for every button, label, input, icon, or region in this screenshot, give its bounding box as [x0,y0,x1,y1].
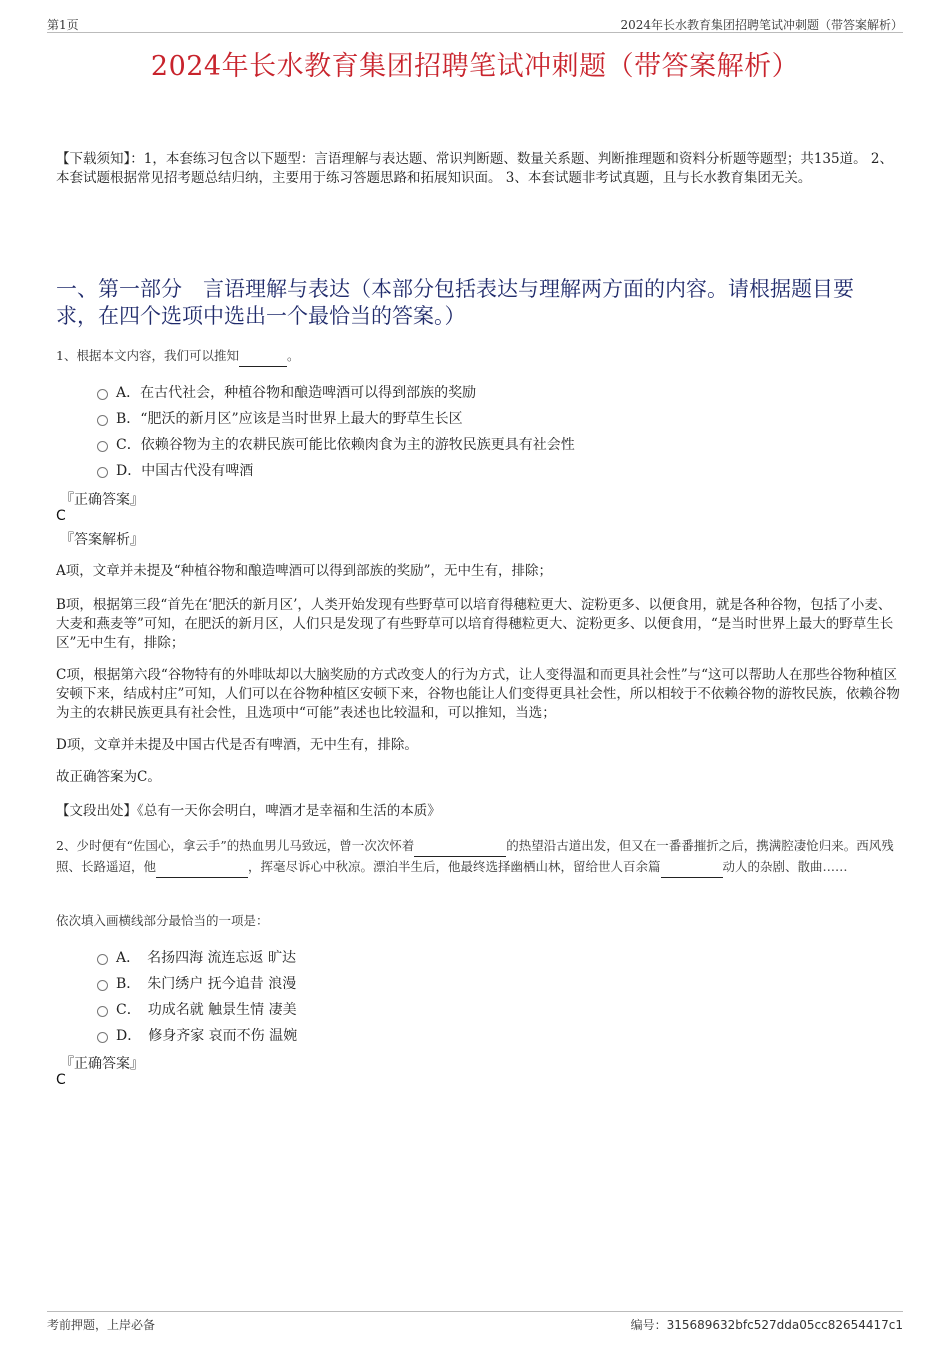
analysis-label: 『答案解析』 [60,532,144,548]
question-2-prompt: 依次填入画横线部分最恰当的一项是： [56,913,269,928]
radio-button[interactable] [97,441,108,452]
correct-answer-label: 『正确答案』 [60,492,144,508]
question-2-stem: 2、少时便有“佐国心，拿云手”的热血男儿马致远，曾一次次怀着 的热望沿古道出发，但又在一番番摧折之后，携满腔凄怆归来。西风残照、长路遥迢，他 ，挥毫尽诉心中秋凉。漂泊半生后，他最终选择幽栖山林，留给世人百余篇 动人的杂剧、散曲…… [56,836,900,878]
answer-blank [239,346,287,367]
page-footer [47,1311,903,1332]
radio-button[interactable] [97,415,108,426]
correct-answer: C [56,508,66,524]
radio-button[interactable] [97,954,108,965]
correct-answer: C [56,1072,66,1088]
section-heading: 一、第一部分 言语理解与表达（本部分包括表达与理解两方面的内容。请根据题目要求，在四个选项中选出一个最恰当的答案。） [56,277,854,328]
answer-blank [156,857,248,878]
question-1-stem: 1、根据本文内容，我们可以推知 。 [56,346,900,367]
analysis-a: A项，文章并未提及“种植谷物和酿造啤酒可以得到部族的奖励”，无中生有，排除； [56,563,553,579]
analysis-b: B项，根据第三段“首先在‘肥沃的新月区’，人类开始发现有些野草可以培育得穗粒更大、淀粉更多、以便食用，就是各种谷物，包括了小麦、大麦和燕麦等”可知，在肥沃的新月区，人们只是发现了有些野草可以培育得穗粒更大、淀粉更多、以便食用，“是当时世界上最大的野草生长区”无中生有，排除； [56,597,894,651]
q1-option-a[interactable]: A．在古代社会，种植谷物和酿造啤酒可以得到部族的奖励 [97,382,476,402]
document-id: 编号：315689632bfc527dda05cc82654417c1 [630,1318,903,1332]
radio-button[interactable] [97,980,108,991]
radio-button[interactable] [97,1032,108,1043]
q1-option-b[interactable]: B．“肥沃的新月区”应该是当时世界上最大的野草生长区 [97,408,463,428]
radio-button[interactable] [97,389,108,400]
correct-answer-label: 『正确答案』 [60,1056,144,1072]
q2-option-d[interactable]: D． 修身齐家 哀而不伤 温婉 [97,1025,297,1045]
page-header [47,14,903,33]
page-title: 2024年长水教育集团招聘笔试冲刺题（带答案解析） [150,51,800,82]
conclusion: 故正确答案为C。 [56,769,161,785]
analysis-c: C项，根据第六段“谷物特有的外啡呔却以大脑奖励的方式改变人的行为方式，让人变得温和而更具社会性”与“这可以帮助人在那些谷物种植区安顿下来，结成村庄”可知，人们可以在谷物种植区安顿下来，谷物也能让人们变得更具社会性，所以相较于不依赖谷物的游牧民族，依赖谷物为主的农耕民族更具有社会性，且选项中“可能”表述也比较温和，可以推知，当选； [56,667,900,721]
answer-blank [414,836,506,857]
q1-option-d[interactable]: D．中国古代没有啤酒 [97,460,253,480]
radio-button[interactable] [97,467,108,478]
page-number: 第1页 [47,18,79,32]
analysis-d: D项，文章并未提及中国古代是否有啤酒，无中生有，排除。 [56,737,418,753]
radio-button[interactable] [97,1006,108,1017]
header-doc-title: 2024年长水教育集团招聘笔试冲刺题（带答案解析） [620,18,903,32]
footer-slogan: 考前押题，上岸必备 [47,1318,156,1332]
download-notice: 【下载须知】：1，本套练习包含以下题型：言语理解与表达题、常识判断题、数量关系题、判断推理题和资料分析题等题型；共135道。 2、本套试题根据常见招考题总结归纳，主要用于练习答题思路和拓展知识面。 3、本套试题非考试真题，且与长水教育集团无关。 [56,151,893,186]
q2-option-a[interactable]: A． 名扬四海 流连忘返 旷达 [97,947,296,967]
answer-blank [661,857,723,878]
q2-option-c[interactable]: C． 功成名就 触景生情 凄美 [97,999,297,1019]
q1-option-c[interactable]: C．依赖谷物为主的农耕民族可能比依赖肉食为主的游牧民族更具有社会性 [97,434,575,454]
source-note: 【文段出处】《总有一天你会明白，啤酒才是幸福和生活的本质》 [56,803,441,819]
q2-option-b[interactable]: B． 朱门绣户 抚今追昔 浪漫 [97,973,296,993]
